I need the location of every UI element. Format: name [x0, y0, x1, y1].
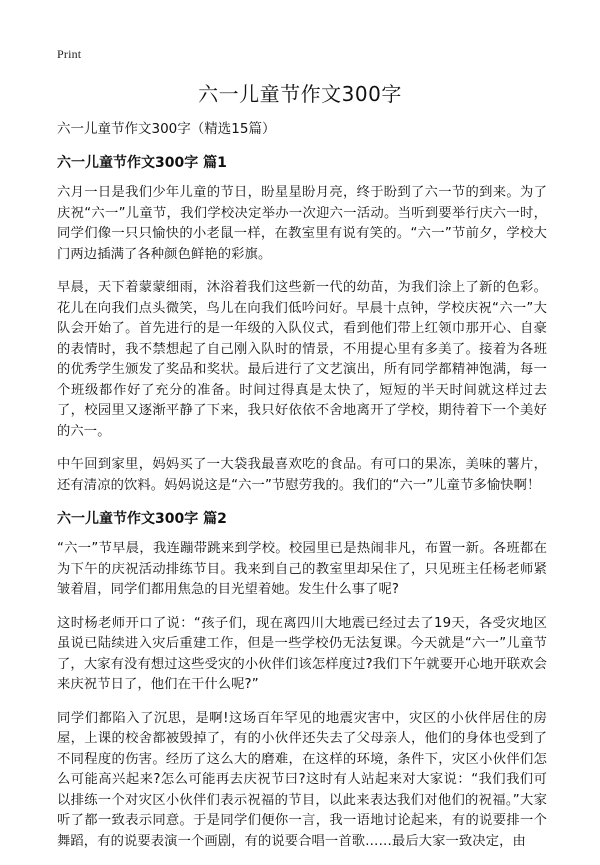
paragraph: 这时杨老师开口了说：“孩子们，现在离四川大地震已经过去了19天，各受灾地区虽说已陆续进入灾后重建工作，但是一些学校仍无法复课。今天就是“六一”儿童节了，大家有没有想过这些受灾的小伙伴们该怎样度过?我们下午就要开心地开联欢会来庆祝节日了，他们在干什么呢?”: [57, 615, 547, 692]
section-heading: 六一儿童节作文300字 篇1: [57, 155, 227, 171]
section-heading: 六一儿童节作文300字 篇2: [57, 511, 227, 527]
paragraph: 中午回到家里，妈妈买了一大袋我最喜欢吃的食品。有可口的果冻，美味的薯片，还有清凉的饮料。妈妈说这是“六一”节慰劳我的。我们的“六一”儿童节多愉快啊！: [57, 457, 547, 493]
essay-section-2: [57, 509, 547, 852]
document-title: 六一儿童节作文300字: [198, 82, 402, 106]
paragraph: 早晨，天下着蒙蒙细雨，沐浴着我们这些新一代的幼苗，为我们涂上了新的色彩。花儿在向我们点头微笑，鸟儿在向我们低吟问好。早晨十点钟，学校庆祝“六一”大队会开始了。首先进行的是一年级的入队仪式，看到他们带上红领巾那开心、自豪的表情时，我不禁想起了自己刚入队时的情景，不用提心里有多美了。接着为各班的优秀学生颁发了奖品和奖状。最后进行了文艺演出，所有同学都精神饱满，每一个班级都作好了充分的准备。时间过得真是太快了，短短的半天时间就这样过去了，校园里又逐渐平静了下来，我只好依依不舍地离开了学校，期待着下一个美好的六一。: [57, 280, 547, 439]
paragraph: 同学们都陷入了沉思，是啊!这场百年罕见的地震灾害中，灾区的小伙伴居住的房屋，上课的校舍都被毁掉了，有的小伙伴还失去了父母亲人，他们的身体也受到了不同程度的伤害。经历了这么大的磨难，在这样的环境，条件下，灾区小伙伴们怎么可能高兴起来?怎么可能再去庆祝节曰?这时有人站起来对大家说：“我们我们可以排练一个对灾区小伙伴们表示祝福的节目，以此来表达我们对他们的祝福。”大家听了都一致表示同意。于是同学们便你一言，我一语地讨论起来，有的说要排一个舞蹈，有的说要表演一个画剧，有的说要合唱一首歌……最后大家一致决定，由: [57, 710, 547, 849]
paragraph: “六一”节早晨，我连蹦带跳来到学校。校园里已是热闹非凡，布置一新。各班都在为下午的庆祝活动排练节目。我来到自己的教室里却呆住了，只见班主任杨老师紧皱着眉，同学们都用焦急的目光望着她。发生什么事了呢?: [57, 541, 547, 597]
essay-section-1: [57, 153, 547, 496]
document-subtitle: 六一儿童节作文300字（精选15篇）: [57, 121, 276, 137]
document-body: [57, 119, 547, 865]
print-link[interactable]: Print: [57, 47, 82, 61]
paragraph: 六月一日是我们少年儿童的节日，盼星星盼月亮，终于盼到了六一节的到来。为了庆祝“六一”儿童节，我们学校决定举办一次迎六一活动。当听到要举行庆六一时，同学们像一只只愉快的小老鼠一样，在教室里有说有笑的。“六一”节前夕，学校大门两边插满了各种颜色鲜艳的彩旗。: [57, 185, 547, 262]
